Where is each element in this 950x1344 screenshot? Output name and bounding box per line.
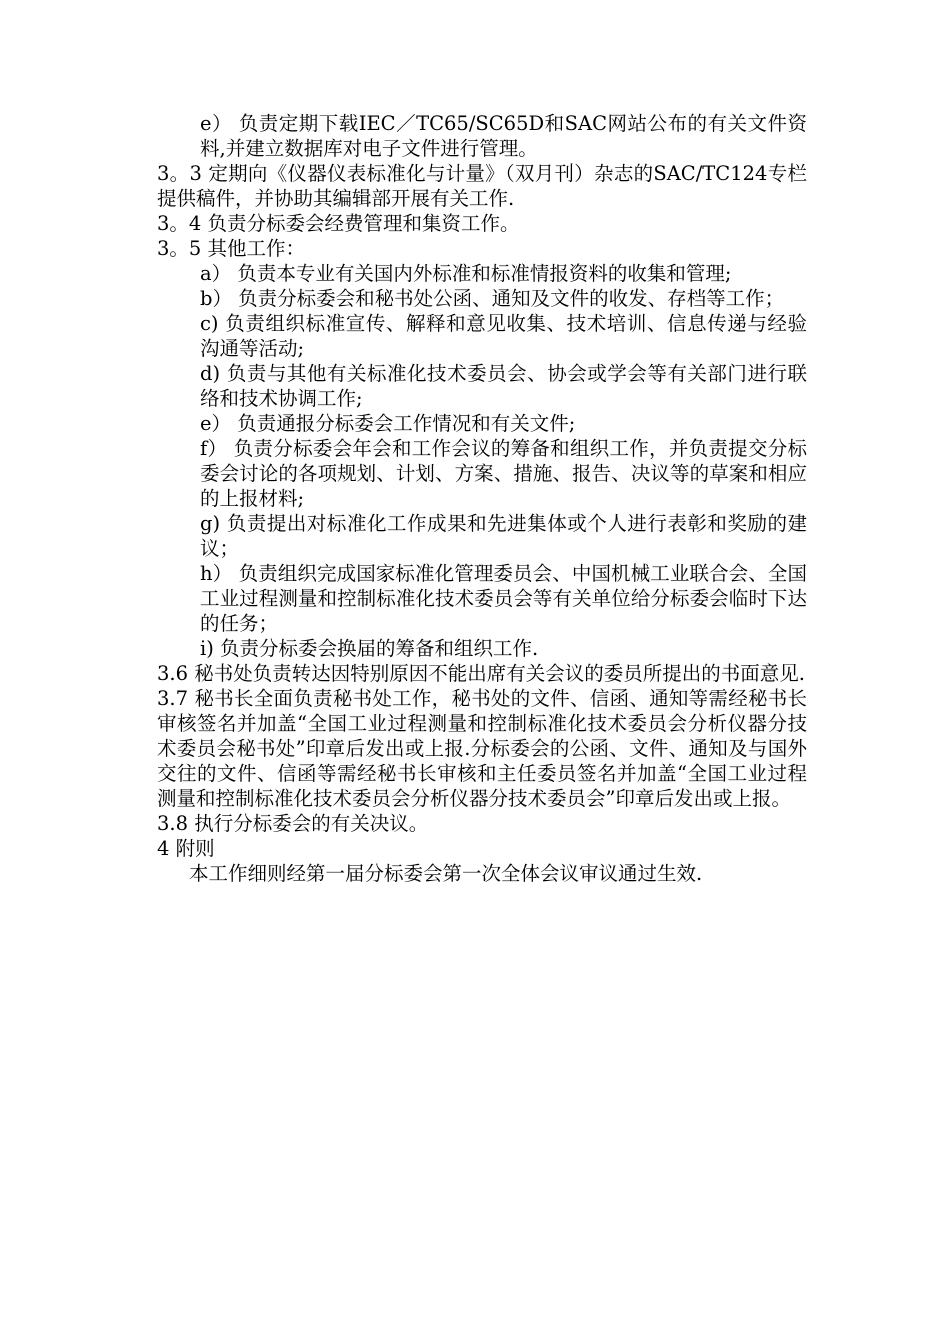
section-3-5: 3。5 其他工作： [157,237,306,260]
list-item-h: h） 负责组织完成国家标准化管理委员会、中国机械工业联合会、全国工业过程测量和控制标准化技术委员会等有关单位给分标委会临时下达的任务； [200,562,807,635]
section-3-3: 3。3 定期向《仪器仪表标准化与计量》（双月刊）杂志的SAC/TC124专栏提供稿件，并协助其编辑部开展有关工作. [157,162,807,210]
list-item-d: d) 负责与其他有关标准化技术委员会、协会或学会等有关部门进行联络和技术协调工作; [200,362,807,410]
list-item-i: i) 负责分标委会换届的筹备和组织工作. [200,637,539,660]
document-body [157,111,807,886]
section-3-7: 3.7 秘书长全面负责秘书处工作，秘书处的文件、信函、通知等需经秘书长审核签名并加盖“全国工业过程测量和控制标准化技术委员会分析仪器分技术委员会秘书处”印章后发出或上报.分标委会的公函、文件、通知及与国外交往的文件、信函等需经秘书长审核和主任委员签名并加盖“全国工业过程测量和控制标准化技术委员会分析仪器分技术委员会”印章后发出或上报。 [157,687,807,810]
list-item-f: f） 负责分标委会年会和工作会议的筹备和组织工作，并负责提交分标委会讨论的各项规划、计划、方案、措施、报告、决议等的草案和相应的上报材料; [200,437,807,510]
section-4-heading: 4 附则 [157,837,215,860]
list-item-g: g) 负责提出对标准化工作成果和先进集体或个人进行表彰和奖励的建议； [200,512,807,560]
section-3-4: 3。4 负责分标委会经费管理和集资工作。 [157,212,520,235]
section-4-body: 本工作细则经第一届分标委会第一次全体会议审议通过生效. [189,862,703,885]
list-item-e-report: e） 负责通报分标委会工作情况和有关文件; [200,412,576,435]
list-item-e-download: e） 负责定期下载IEC／TC65/SC65D和SAC网站公布的有关文件资料,并建立数据库对电子文件进行管理。 [200,112,807,160]
section-3-6: 3.6 秘书处负责转达因特别原因不能出席有关会议的委员所提出的书面意见. [157,662,805,685]
list-item-a: a） 负责本专业有关国内外标准和标准情报资料的收集和管理; [200,262,732,285]
list-item-c: c) 负责组织标准宣传、解释和意见收集、技术培训、信息传递与经验沟通等活动; [200,312,807,360]
list-item-b: b） 负责分标委会和秘书处公函、通知及文件的收发、存档等工作； [200,287,785,310]
section-3-8: 3.8 执行分标委会的有关决议。 [157,812,429,835]
